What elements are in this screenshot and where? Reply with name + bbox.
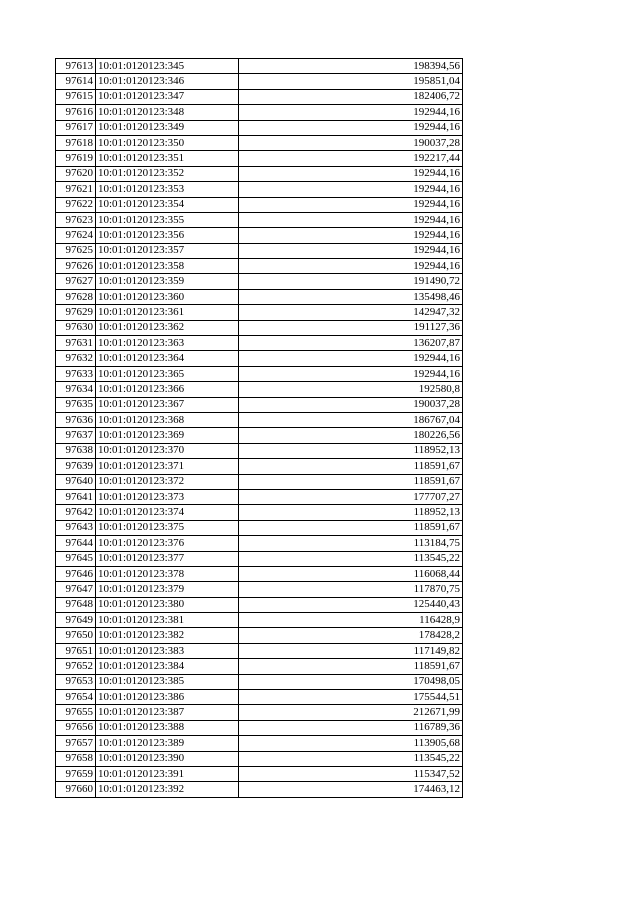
- cadastral-number-cell: 10:01:0120123:362: [96, 320, 239, 335]
- cadastral-number-cell: 10:01:0120123:382: [96, 628, 239, 643]
- table-row: [56, 705, 463, 720]
- cadastral-number-cell: 10:01:0120123:388: [96, 720, 239, 735]
- row-number-cell: 97655: [56, 705, 96, 720]
- row-number-cell: 97653: [56, 674, 96, 689]
- value-cell: 113184,75: [239, 536, 463, 551]
- value-cell: 118591,67: [239, 474, 463, 489]
- table-row: [56, 243, 463, 258]
- cadastral-number-cell: 10:01:0120123:365: [96, 366, 239, 381]
- row-number-cell: 97643: [56, 520, 96, 535]
- cadastral-number-cell: 10:01:0120123:385: [96, 674, 239, 689]
- row-number-cell: 97648: [56, 597, 96, 612]
- value-cell: 113545,22: [239, 751, 463, 766]
- value-cell: 190037,28: [239, 397, 463, 412]
- table-row: [56, 536, 463, 551]
- row-number-cell: 97650: [56, 628, 96, 643]
- row-number-cell: 97659: [56, 766, 96, 781]
- table-row: [56, 690, 463, 705]
- table-row: [56, 289, 463, 304]
- row-number-cell: 97651: [56, 643, 96, 658]
- cadastral-number-cell: 10:01:0120123:359: [96, 274, 239, 289]
- cadastral-number-cell: 10:01:0120123:373: [96, 489, 239, 504]
- value-cell: 191127,36: [239, 320, 463, 335]
- row-number-cell: 97618: [56, 135, 96, 150]
- table-row: [56, 566, 463, 581]
- table-row: [56, 766, 463, 781]
- table-row: [56, 613, 463, 628]
- table-row: [56, 74, 463, 89]
- value-cell: 125440,43: [239, 597, 463, 612]
- cadastral-number-cell: 10:01:0120123:379: [96, 582, 239, 597]
- row-number-cell: 97626: [56, 259, 96, 274]
- row-number-cell: 97640: [56, 474, 96, 489]
- value-cell: 113905,68: [239, 736, 463, 751]
- value-cell: 118952,13: [239, 505, 463, 520]
- cadastral-number-cell: 10:01:0120123:366: [96, 382, 239, 397]
- cadastral-number-cell: 10:01:0120123:360: [96, 289, 239, 304]
- table-row: [56, 597, 463, 612]
- cadastral-number-cell: 10:01:0120123:390: [96, 751, 239, 766]
- value-cell: 177707,27: [239, 489, 463, 504]
- table-row: [56, 320, 463, 335]
- value-cell: 116428,9: [239, 613, 463, 628]
- value-cell: 195851,04: [239, 74, 463, 89]
- cadastral-number-cell: 10:01:0120123:355: [96, 212, 239, 227]
- row-number-cell: 97637: [56, 428, 96, 443]
- value-cell: 192944,16: [239, 197, 463, 212]
- cadastral-number-cell: 10:01:0120123:389: [96, 736, 239, 751]
- cadastral-number-cell: 10:01:0120123:361: [96, 305, 239, 320]
- value-cell: 192580,8: [239, 382, 463, 397]
- table-row: [56, 474, 463, 489]
- table-row: [56, 305, 463, 320]
- value-cell: 178428,2: [239, 628, 463, 643]
- row-number-cell: 97617: [56, 120, 96, 135]
- cadastral-number-cell: 10:01:0120123:392: [96, 782, 239, 797]
- table-row: [56, 228, 463, 243]
- table-row: [56, 459, 463, 474]
- table-row: [56, 782, 463, 797]
- row-number-cell: 97622: [56, 197, 96, 212]
- row-number-cell: 97631: [56, 336, 96, 351]
- value-cell: 116789,36: [239, 720, 463, 735]
- value-cell: 117870,75: [239, 582, 463, 597]
- cadastral-number-cell: 10:01:0120123:374: [96, 505, 239, 520]
- table-row: [56, 628, 463, 643]
- cadastral-number-cell: 10:01:0120123:364: [96, 351, 239, 366]
- row-number-cell: 97615: [56, 89, 96, 104]
- value-cell: 192944,16: [239, 212, 463, 227]
- cadastral-number-cell: 10:01:0120123:384: [96, 659, 239, 674]
- data-table: [55, 58, 463, 798]
- table-row: [56, 274, 463, 289]
- value-cell: 192944,16: [239, 259, 463, 274]
- value-cell: 142947,32: [239, 305, 463, 320]
- value-cell: 180226,56: [239, 428, 463, 443]
- table-row: [56, 674, 463, 689]
- cadastral-number-cell: 10:01:0120123:345: [96, 59, 239, 74]
- cadastral-number-cell: 10:01:0120123:367: [96, 397, 239, 412]
- value-cell: 136207,87: [239, 336, 463, 351]
- row-number-cell: 97627: [56, 274, 96, 289]
- row-number-cell: 97641: [56, 489, 96, 504]
- value-cell: 116068,44: [239, 566, 463, 581]
- value-cell: 192944,16: [239, 243, 463, 258]
- cadastral-number-cell: 10:01:0120123:371: [96, 459, 239, 474]
- cadastral-number-cell: 10:01:0120123:352: [96, 166, 239, 181]
- cadastral-number-cell: 10:01:0120123:386: [96, 690, 239, 705]
- table-row: [56, 351, 463, 366]
- cadastral-number-cell: 10:01:0120123:368: [96, 412, 239, 427]
- table-row: [56, 659, 463, 674]
- row-number-cell: 97616: [56, 105, 96, 120]
- cadastral-number-cell: 10:01:0120123:358: [96, 259, 239, 274]
- value-cell: 192944,16: [239, 366, 463, 381]
- value-cell: 175544,51: [239, 690, 463, 705]
- row-number-cell: 97647: [56, 582, 96, 597]
- row-number-cell: 97633: [56, 366, 96, 381]
- table-row: [56, 443, 463, 458]
- table-row: [56, 212, 463, 227]
- cadastral-number-cell: 10:01:0120123:383: [96, 643, 239, 658]
- document-page: [55, 58, 463, 798]
- row-number-cell: 97634: [56, 382, 96, 397]
- cadastral-number-cell: 10:01:0120123:347: [96, 89, 239, 104]
- table-row: [56, 135, 463, 150]
- value-cell: 198394,56: [239, 59, 463, 74]
- row-number-cell: 97657: [56, 736, 96, 751]
- table-row: [56, 551, 463, 566]
- value-cell: 192217,44: [239, 151, 463, 166]
- row-number-cell: 97644: [56, 536, 96, 551]
- row-number-cell: 97630: [56, 320, 96, 335]
- cadastral-number-cell: 10:01:0120123:376: [96, 536, 239, 551]
- row-number-cell: 97642: [56, 505, 96, 520]
- table-row: [56, 197, 463, 212]
- row-number-cell: 97613: [56, 59, 96, 74]
- cadastral-number-cell: 10:01:0120123:378: [96, 566, 239, 581]
- cadastral-number-cell: 10:01:0120123:350: [96, 135, 239, 150]
- cadastral-number-cell: 10:01:0120123:348: [96, 105, 239, 120]
- row-number-cell: 97658: [56, 751, 96, 766]
- row-number-cell: 97660: [56, 782, 96, 797]
- table-row: [56, 89, 463, 104]
- table-row: [56, 182, 463, 197]
- value-cell: 191490,72: [239, 274, 463, 289]
- value-cell: 182406,72: [239, 89, 463, 104]
- table-row: [56, 105, 463, 120]
- value-cell: 118591,67: [239, 459, 463, 474]
- cadastral-number-cell: 10:01:0120123:372: [96, 474, 239, 489]
- cadastral-number-cell: 10:01:0120123:363: [96, 336, 239, 351]
- row-number-cell: 97620: [56, 166, 96, 181]
- table-row: [56, 520, 463, 535]
- table-row: [56, 366, 463, 381]
- table-row: [56, 720, 463, 735]
- value-cell: 192944,16: [239, 120, 463, 135]
- value-cell: 192944,16: [239, 228, 463, 243]
- row-number-cell: 97638: [56, 443, 96, 458]
- table-row: [56, 166, 463, 181]
- table-row: [56, 259, 463, 274]
- value-cell: 192944,16: [239, 351, 463, 366]
- value-cell: 190037,28: [239, 135, 463, 150]
- row-number-cell: 97649: [56, 613, 96, 628]
- cadastral-number-cell: 10:01:0120123:354: [96, 197, 239, 212]
- cadastral-number-cell: 10:01:0120123:387: [96, 705, 239, 720]
- row-number-cell: 97624: [56, 228, 96, 243]
- row-number-cell: 97635: [56, 397, 96, 412]
- value-cell: 186767,04: [239, 412, 463, 427]
- cadastral-number-cell: 10:01:0120123:381: [96, 613, 239, 628]
- value-cell: 118591,67: [239, 520, 463, 535]
- value-cell: 118952,13: [239, 443, 463, 458]
- value-cell: 192944,16: [239, 105, 463, 120]
- value-cell: 170498,05: [239, 674, 463, 689]
- row-number-cell: 97632: [56, 351, 96, 366]
- table-row: [56, 643, 463, 658]
- table-row: [56, 751, 463, 766]
- table-row: [56, 412, 463, 427]
- row-number-cell: 97652: [56, 659, 96, 674]
- row-number-cell: 97639: [56, 459, 96, 474]
- row-number-cell: 97646: [56, 566, 96, 581]
- value-cell: 135498,46: [239, 289, 463, 304]
- table-row: [56, 336, 463, 351]
- value-cell: 192944,16: [239, 182, 463, 197]
- row-number-cell: 97621: [56, 182, 96, 197]
- row-number-cell: 97636: [56, 412, 96, 427]
- cadastral-number-cell: 10:01:0120123:351: [96, 151, 239, 166]
- row-number-cell: 97619: [56, 151, 96, 166]
- row-number-cell: 97645: [56, 551, 96, 566]
- table-row: [56, 736, 463, 751]
- row-number-cell: 97628: [56, 289, 96, 304]
- row-number-cell: 97654: [56, 690, 96, 705]
- cadastral-number-cell: 10:01:0120123:377: [96, 551, 239, 566]
- cadastral-number-cell: 10:01:0120123:349: [96, 120, 239, 135]
- value-cell: 115347,52: [239, 766, 463, 781]
- value-cell: 118591,67: [239, 659, 463, 674]
- value-cell: 113545,22: [239, 551, 463, 566]
- cadastral-number-cell: 10:01:0120123:369: [96, 428, 239, 443]
- row-number-cell: 97656: [56, 720, 96, 735]
- row-number-cell: 97629: [56, 305, 96, 320]
- row-number-cell: 97625: [56, 243, 96, 258]
- cadastral-number-cell: 10:01:0120123:380: [96, 597, 239, 612]
- table-body: [56, 59, 463, 798]
- row-number-cell: 97623: [56, 212, 96, 227]
- table-row: [56, 59, 463, 74]
- cadastral-number-cell: 10:01:0120123:370: [96, 443, 239, 458]
- table-row: [56, 382, 463, 397]
- table-row: [56, 582, 463, 597]
- cadastral-number-cell: 10:01:0120123:346: [96, 74, 239, 89]
- table-row: [56, 397, 463, 412]
- value-cell: 192944,16: [239, 166, 463, 181]
- table-row: [56, 505, 463, 520]
- value-cell: 212671,99: [239, 705, 463, 720]
- table-row: [56, 120, 463, 135]
- value-cell: 174463,12: [239, 782, 463, 797]
- cadastral-number-cell: 10:01:0120123:391: [96, 766, 239, 781]
- table-row: [56, 489, 463, 504]
- cadastral-number-cell: 10:01:0120123:356: [96, 228, 239, 243]
- row-number-cell: 97614: [56, 74, 96, 89]
- cadastral-number-cell: 10:01:0120123:375: [96, 520, 239, 535]
- cadastral-number-cell: 10:01:0120123:353: [96, 182, 239, 197]
- table-row: [56, 151, 463, 166]
- cadastral-number-cell: 10:01:0120123:357: [96, 243, 239, 258]
- value-cell: 117149,82: [239, 643, 463, 658]
- table-row: [56, 428, 463, 443]
